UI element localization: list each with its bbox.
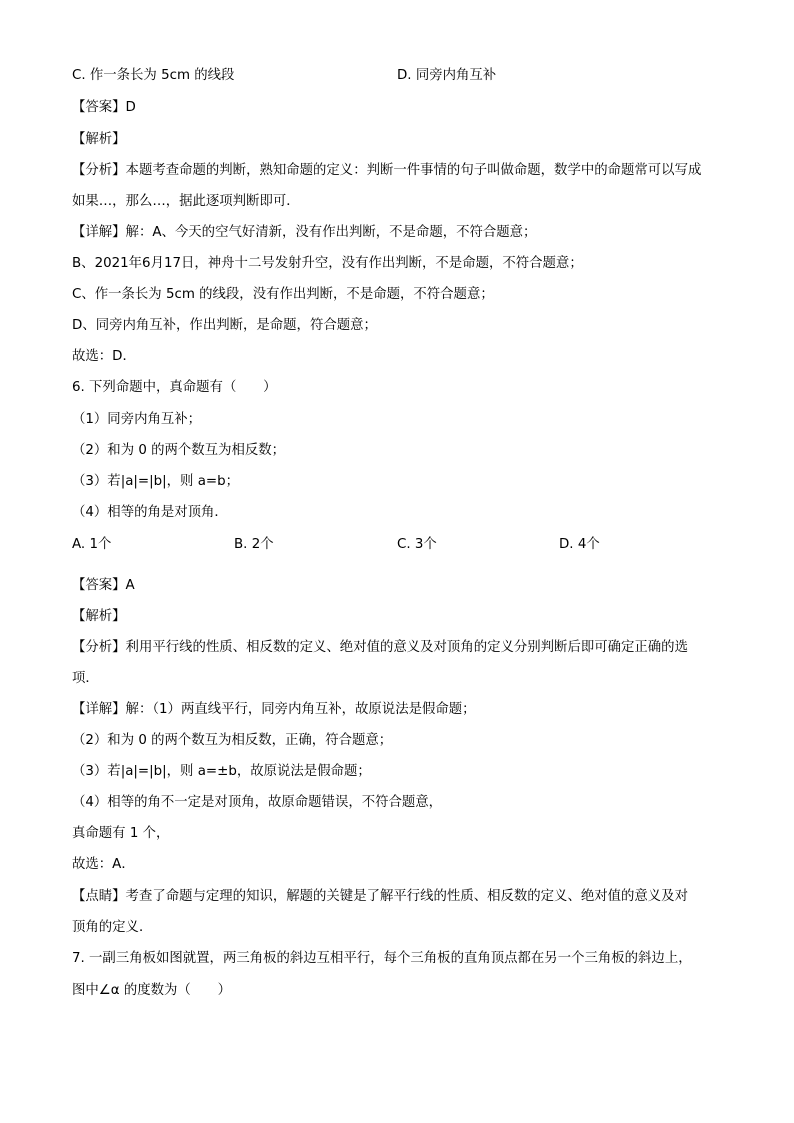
q6-analysis-heading: 【解析】 bbox=[72, 609, 126, 624]
q5-detail-line-4: D、同旁内角互补，作出判断，是命题，符合题意； bbox=[72, 318, 377, 333]
q6-item-3: （3）若|a|=|b|，则 a=b； bbox=[72, 474, 240, 489]
q6-fenxi-line-2: 项． bbox=[72, 671, 99, 686]
q6-choose: 故选：A． bbox=[72, 857, 135, 872]
q6-option-a: A. 1个 bbox=[72, 537, 112, 552]
q6-dianjing-line-1: 【点睛】考查了命题与定理的知识，解题的关键是了解平行线的性质、相反数的定义、绝对值的意义及对 bbox=[72, 889, 688, 904]
q5-option-d: D. 同旁内角互补 bbox=[397, 68, 497, 83]
q5-option-c: C. 作一条长为 5cm 的线段 bbox=[72, 68, 235, 83]
q6-detail-line-5: 真命题有 1 个， bbox=[72, 826, 170, 841]
q6-item-4: （4）相等的角是对顶角． bbox=[72, 505, 228, 520]
q5-fenxi-line-1: 【分析】本题考查命题的判断，熟知命题的定义：判断一件事情的句子叫做命题，数学中的命题常可以写成 bbox=[72, 163, 702, 178]
q6-detail-line-1: 【详解】解：（1）两直线平行，同旁内角互补，故原说法是假命题； bbox=[72, 702, 476, 717]
q5-analysis-heading: 【解析】 bbox=[72, 132, 126, 147]
q6-fenxi-line-1: 【分析】利用平行线的性质、相反数的定义、绝对值的意义及对顶角的定义分别判断后即可确定正确的选 bbox=[72, 640, 688, 655]
q6-stem: 6. 下列命题中，真命题有（ ） bbox=[72, 380, 277, 395]
q6-answer: 【答案】A bbox=[72, 578, 135, 593]
q6-detail-line-2: （2）和为 0 的两个数互为相反数，正确，符合题意； bbox=[72, 733, 393, 748]
q5-answer: 【答案】D bbox=[72, 100, 136, 115]
q6-option-b: B. 2个 bbox=[234, 537, 274, 552]
q6-item-2: （2）和为 0 的两个数互为相反数； bbox=[72, 443, 286, 458]
q5-fenxi-line-2: 如果…，那么…，据此逐项判断即可． bbox=[72, 194, 300, 209]
q5-choose: 故选：D． bbox=[72, 349, 136, 364]
q6-detail-line-4: （4）相等的角不一定是对顶角，故原命题错误，不符合题意， bbox=[72, 795, 443, 810]
q6-dianjing-line-2: 顶角的定义． bbox=[72, 920, 153, 935]
q7-stem-line-2: 图中∠α 的度数为（ ） bbox=[72, 983, 231, 998]
q5-detail-line-1: 【详解】解：A、今天的空气好清新，没有作出判断，不是命题，不符合题意； bbox=[72, 225, 537, 240]
q5-detail-line-2: B、2021年6月17日，神舟十二号发射升空，没有作出判断，不是命题，不符合题意； bbox=[72, 256, 583, 271]
q6-detail-line-3: （3）若|a|=|b|，则 a=±b，故原说法是假命题； bbox=[72, 764, 371, 779]
q7-stem-line-1: 7. 一副三角板如图就置，两三角板的斜边互相平行，每个三角板的直角顶点都在另一个三角板的斜边上， bbox=[72, 951, 692, 966]
q6-item-1: （1）同旁内角互补； bbox=[72, 412, 202, 427]
q5-detail-line-3: C、作一条长为 5cm 的线段，没有作出判断，不是命题，不符合题意； bbox=[72, 287, 494, 302]
q6-option-d: D. 4个 bbox=[559, 537, 600, 552]
q6-option-c: C. 3个 bbox=[397, 537, 437, 552]
